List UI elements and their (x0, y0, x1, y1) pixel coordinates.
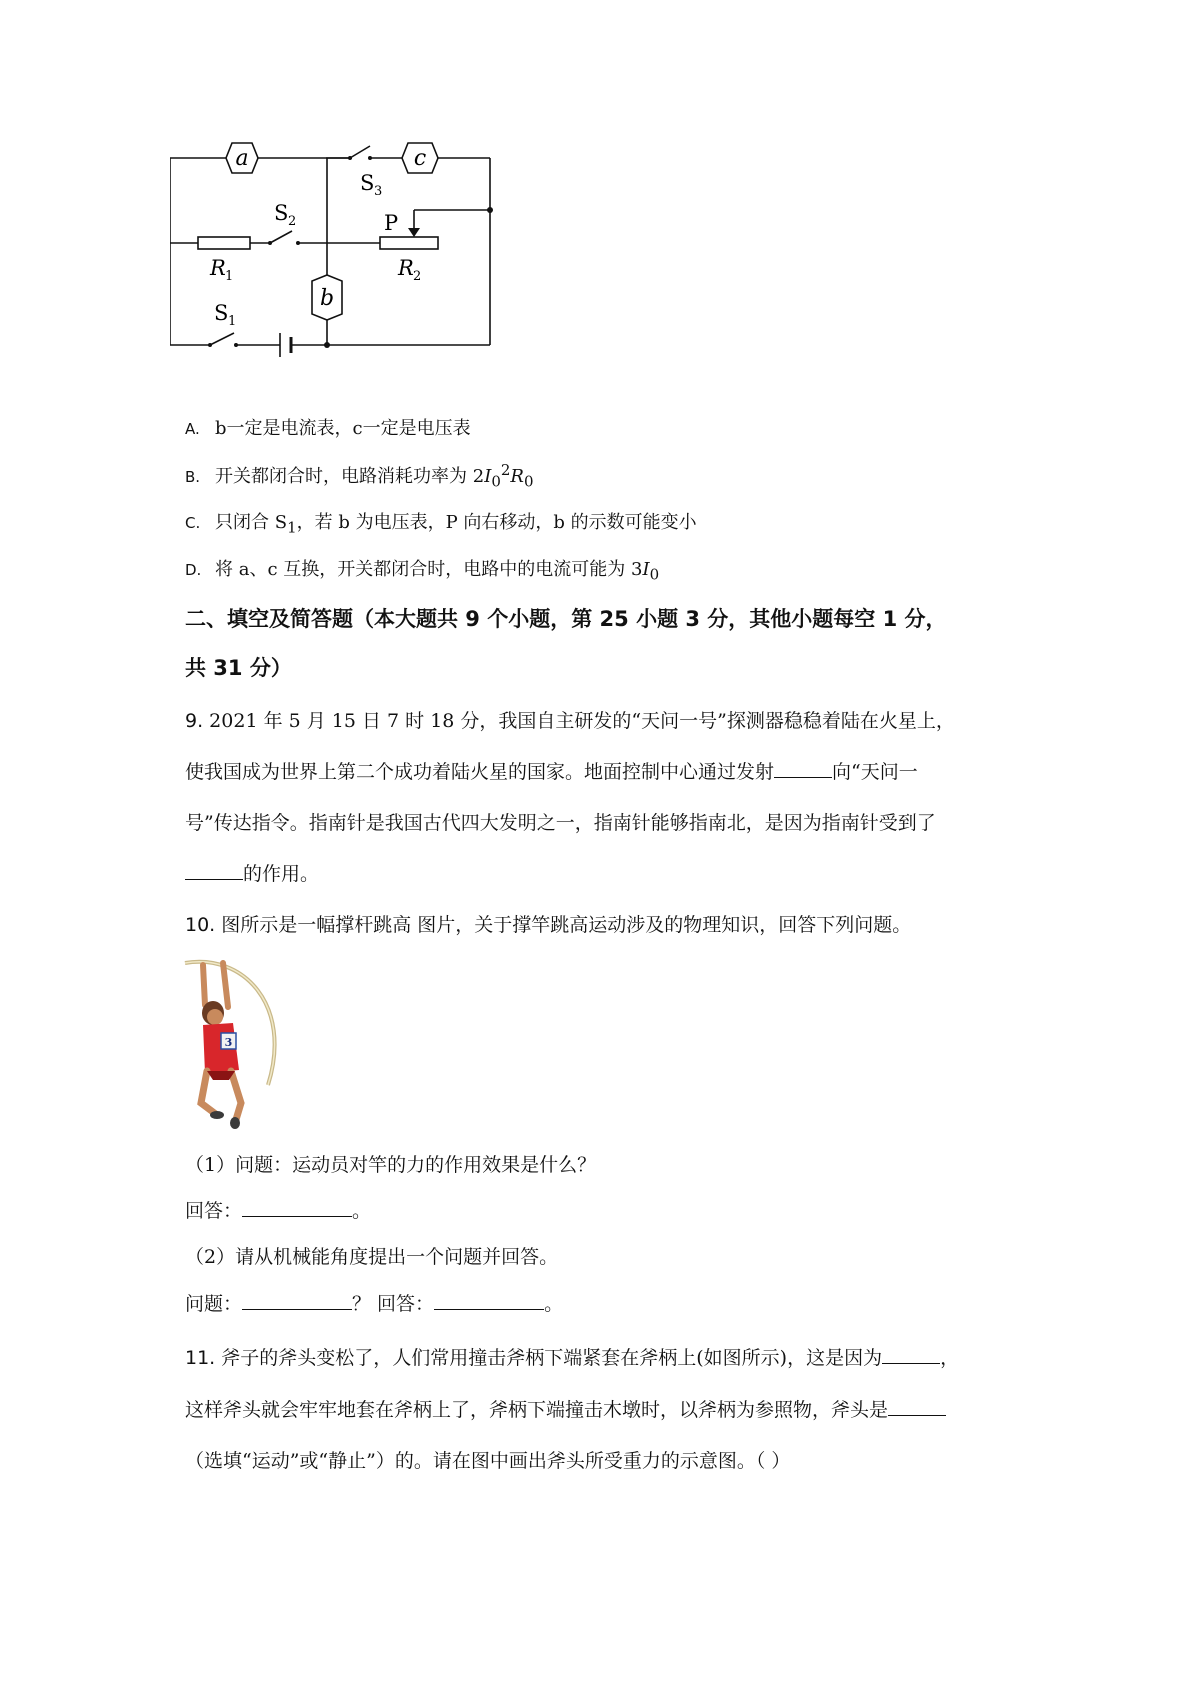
q10-answer2 (185, 1289, 563, 1316)
q10-sub2: （2）请从机械能角度提出一个问题并回答。 (185, 1246, 559, 1268)
q10-answer1 (185, 1196, 371, 1223)
meter-c-label: c (413, 146, 427, 171)
switch-s3 (350, 146, 370, 158)
junction-bottom (324, 342, 330, 348)
q9-text: 向“天问一 (832, 761, 918, 783)
q9-text: 的作用。 (243, 863, 320, 885)
option-text: b一定是电流表，c一定是电压表 (215, 418, 471, 439)
meter-a-label: a (235, 146, 249, 171)
option-text: 只闭合 S (215, 512, 288, 533)
slider-arrow (408, 228, 420, 237)
question-number: 11. (185, 1347, 216, 1369)
answer-label: ？ 回答： (352, 1293, 435, 1315)
resistor-r2-label: R (398, 256, 414, 280)
q10-sub1: （1）问题：运动员对竿的力的作用效果是什么？ (185, 1154, 597, 1176)
resistor-r1-sub: 1 (225, 269, 234, 284)
switch-s2-sub: 2 (288, 214, 297, 229)
q11-line3: （选填“运动”或“静止”）的。请在图中画出斧头所受重力的示意图。（ ） (185, 1450, 791, 1472)
option-b (185, 461, 534, 491)
question-label: 问题： (185, 1293, 243, 1315)
switch-s1-label: S (214, 301, 229, 325)
switch-s3-label: S (360, 171, 375, 195)
option-letter: A. (185, 420, 200, 438)
slider-p-label: P (384, 211, 399, 235)
sub: 0 (491, 472, 501, 491)
q11-line1 (185, 1343, 959, 1370)
q9-line1 (185, 706, 955, 733)
answer-blank[interactable] (242, 1197, 352, 1217)
question-number: 9. (185, 710, 204, 732)
answer-blank[interactable] (242, 1290, 352, 1310)
option-letter: C. (185, 514, 201, 532)
option-a (185, 414, 471, 440)
meter-b-label: b (319, 286, 335, 311)
switch-s1-sub: 1 (228, 314, 237, 329)
answer-blank[interactable] (774, 758, 832, 778)
sub: 0 (523, 472, 534, 491)
bib-number: 3 (224, 1036, 233, 1049)
q11-text: ， (940, 1347, 960, 1369)
resistor-r1 (198, 237, 250, 249)
question-number: 10. (185, 914, 216, 936)
sub: 1 (287, 518, 297, 537)
answer-blank[interactable] (434, 1290, 544, 1310)
resistor-r2-sub: 2 (413, 269, 422, 284)
q9-line4 (185, 859, 319, 886)
punct: 。 (544, 1293, 564, 1315)
q9-text: 使我国成为世界上第二个成功着陆火星的国家。地面控制中心通过发射 (185, 761, 775, 783)
q11-line2 (185, 1395, 946, 1422)
answer-blank[interactable] (882, 1344, 940, 1364)
option-d (185, 555, 659, 584)
option-text: 开关都闭合时，电路消耗功率为 2 (215, 466, 485, 487)
var-i: I (642, 559, 650, 580)
var-r: R (510, 466, 524, 487)
option-letter: D. (185, 561, 202, 579)
athlete-arms (203, 963, 228, 1007)
switch-s1 (210, 333, 234, 345)
resistor-r1-label: R (210, 256, 226, 280)
switch-s2 (270, 231, 292, 243)
junction-right (487, 207, 493, 213)
section-heading-line2: 共 31 分） (185, 656, 292, 680)
q10-text: 图所示是一幅撑杆跳高 图片，关于撑竿跳高运动涉及的物理知识，回答下列问题。 (215, 914, 912, 936)
switch-s3-sub: 3 (374, 184, 383, 199)
switch-s2-label: S (274, 201, 289, 225)
answer-label: 回答： (185, 1200, 243, 1222)
circuit-diagram (170, 140, 530, 390)
section-heading-line1: 二、填空及简答题（本大题共 9 个小题，第 25 小题 3 分，其他小题每空 1 分， (185, 607, 947, 631)
pole-vault-photo (183, 955, 283, 1130)
punct: 。 (352, 1200, 372, 1222)
resistor-r2 (380, 237, 438, 249)
sup: 2 (500, 461, 511, 479)
q11-text: 斧子的斧头变松了，人们常用撞击斧柄下端紧套在斧柄上(如图所示)，这是因为 (215, 1347, 883, 1369)
var-i: I (484, 466, 492, 487)
q9-line2 (185, 757, 918, 784)
option-c (185, 508, 697, 537)
q9-line3: 号”传达指令。指南针是我国古代四大发明之一，指南针能够指南北，是因为指南针受到了 (185, 812, 936, 834)
option-text-post: ，若 b 为电压表，P 向右移动，b 的示数可能变小 (296, 512, 697, 533)
answer-blank[interactable] (185, 860, 243, 880)
option-letter: B. (185, 468, 201, 486)
sub: 0 (649, 565, 660, 584)
q11-text: 这样斧头就会牢牢地套在斧柄上了，斧柄下端撞击木墩时，以斧柄为参照物，斧头是 (185, 1399, 889, 1421)
answer-blank[interactable] (888, 1396, 946, 1416)
option-text: 将 a、c 互换，开关都闭合时，电路中的电流可能为 3 (215, 559, 643, 580)
q10-line1 (185, 910, 911, 937)
q9-text: 2021 年 5 月 15 日 7 时 18 分，我国自主研发的“天问一号”探测器稳稳着陆在火星上， (203, 710, 955, 732)
